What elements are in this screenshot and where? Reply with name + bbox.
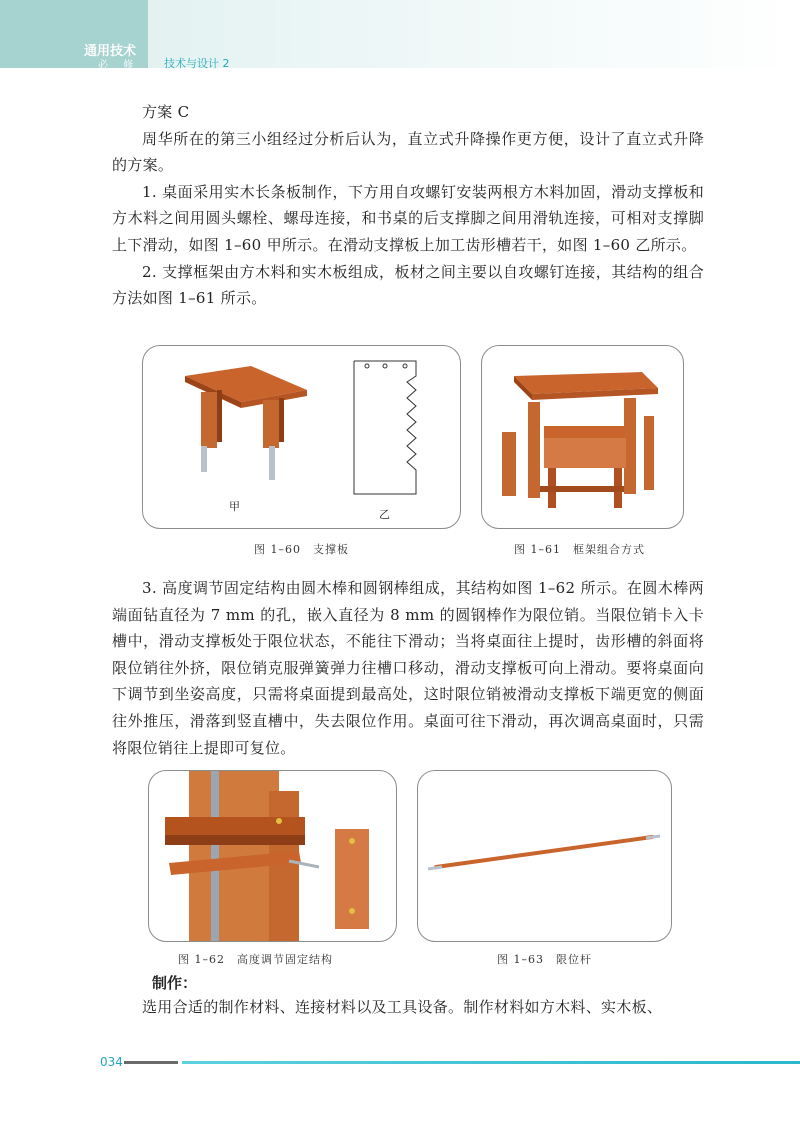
figure-1-60-box (142, 345, 461, 529)
caption-fig-1-63: 图 1–63 限位杆 (497, 953, 592, 966)
paragraph-1: 周华所在的第三小组经过分析后认为，直立式升降操作更方便，设计了直立式升降的方案。 (112, 129, 704, 175)
paragraph-2: 1. 桌面采用实木长条板制作，下方用自攻螺钉安装两根方木料加固，滑动支撑板和方木料之间用圆头螺栓、螺母连接，和书桌的后支撑脚之间用滑轨连接，可相对支撑脚上下滑动，如图 1–60 甲所示。在滑动支撑板上加工齿形槽若干，如图 1–60 乙所示。 (112, 182, 704, 254)
toothed-plate-drawing (354, 361, 416, 494)
book-title: 技术与设计 2 (164, 57, 230, 70)
frame-combination-illustration (482, 346, 683, 528)
paragraph-3: 2. 支撑框架由方木料和实木板组成，板材之间主要以自攻螺钉连接，其结构的组合方法如图 1–61 所示。 (112, 262, 704, 308)
caption-fig-1-61: 图 1–61 框架组合方式 (514, 543, 645, 556)
limit-rod-illustration (418, 771, 671, 941)
caption-fig-1-62: 图 1–62 高度调节固定结构 (178, 953, 333, 966)
caption-fig-1-60: 图 1–60 支撑板 (254, 543, 349, 556)
footer-bar-cyan (182, 1061, 800, 1064)
figure-1-62-box (148, 770, 397, 942)
page-number: 034 (100, 1055, 123, 1069)
figure-1-63-box (417, 770, 672, 942)
support-plate-illustration (143, 346, 460, 528)
plan-heading: 方案 C (142, 103, 190, 121)
making-heading: 制作： (152, 974, 198, 992)
label-yi: 乙 (379, 508, 390, 521)
height-adjust-illustration (149, 771, 396, 941)
paragraph-5: 选用合适的制作材料、连接材料以及工具设备。制作材料如方木料、实木板、 (142, 998, 663, 1016)
body-text-middle (112, 575, 704, 761)
series-subtitle: 必 修 (98, 60, 140, 71)
figure-1-61-box (481, 345, 684, 529)
body-text-bottom (112, 994, 704, 1021)
footer-bar-gray (124, 1061, 178, 1064)
paragraph-4: 3. 高度调节固定结构由圆木棒和圆钢棒组成，其结构如图 1–62 所示。在圆木棒两端面钻直径为 7 mm 的孔，嵌入直径为 8 mm 的圆钢棒作为限位销。当限位销卡入卡槽中，滑动支撑板处于限位状态，不能往下滑动；当将桌面往上提时，齿形槽的斜面将限位销往外挤，限位销克服弹簧弹力往槽口移动，滑动支撑板可向上滑动。要将桌面向下调节到坐姿高度，只需将桌面提到最高处，这时限位销被滑动支撑板下端更宽的侧面往外推压，滑落到竖直槽中，失去限位作用。桌面可往下滑动，再次调高桌面时，只需将限位销往上提即可复位。 (112, 579, 704, 757)
body-text-top (112, 99, 704, 312)
desk-top-drawing (185, 366, 307, 480)
series-title: 通用技术 (84, 44, 137, 59)
label-jia: 甲 (229, 500, 240, 513)
